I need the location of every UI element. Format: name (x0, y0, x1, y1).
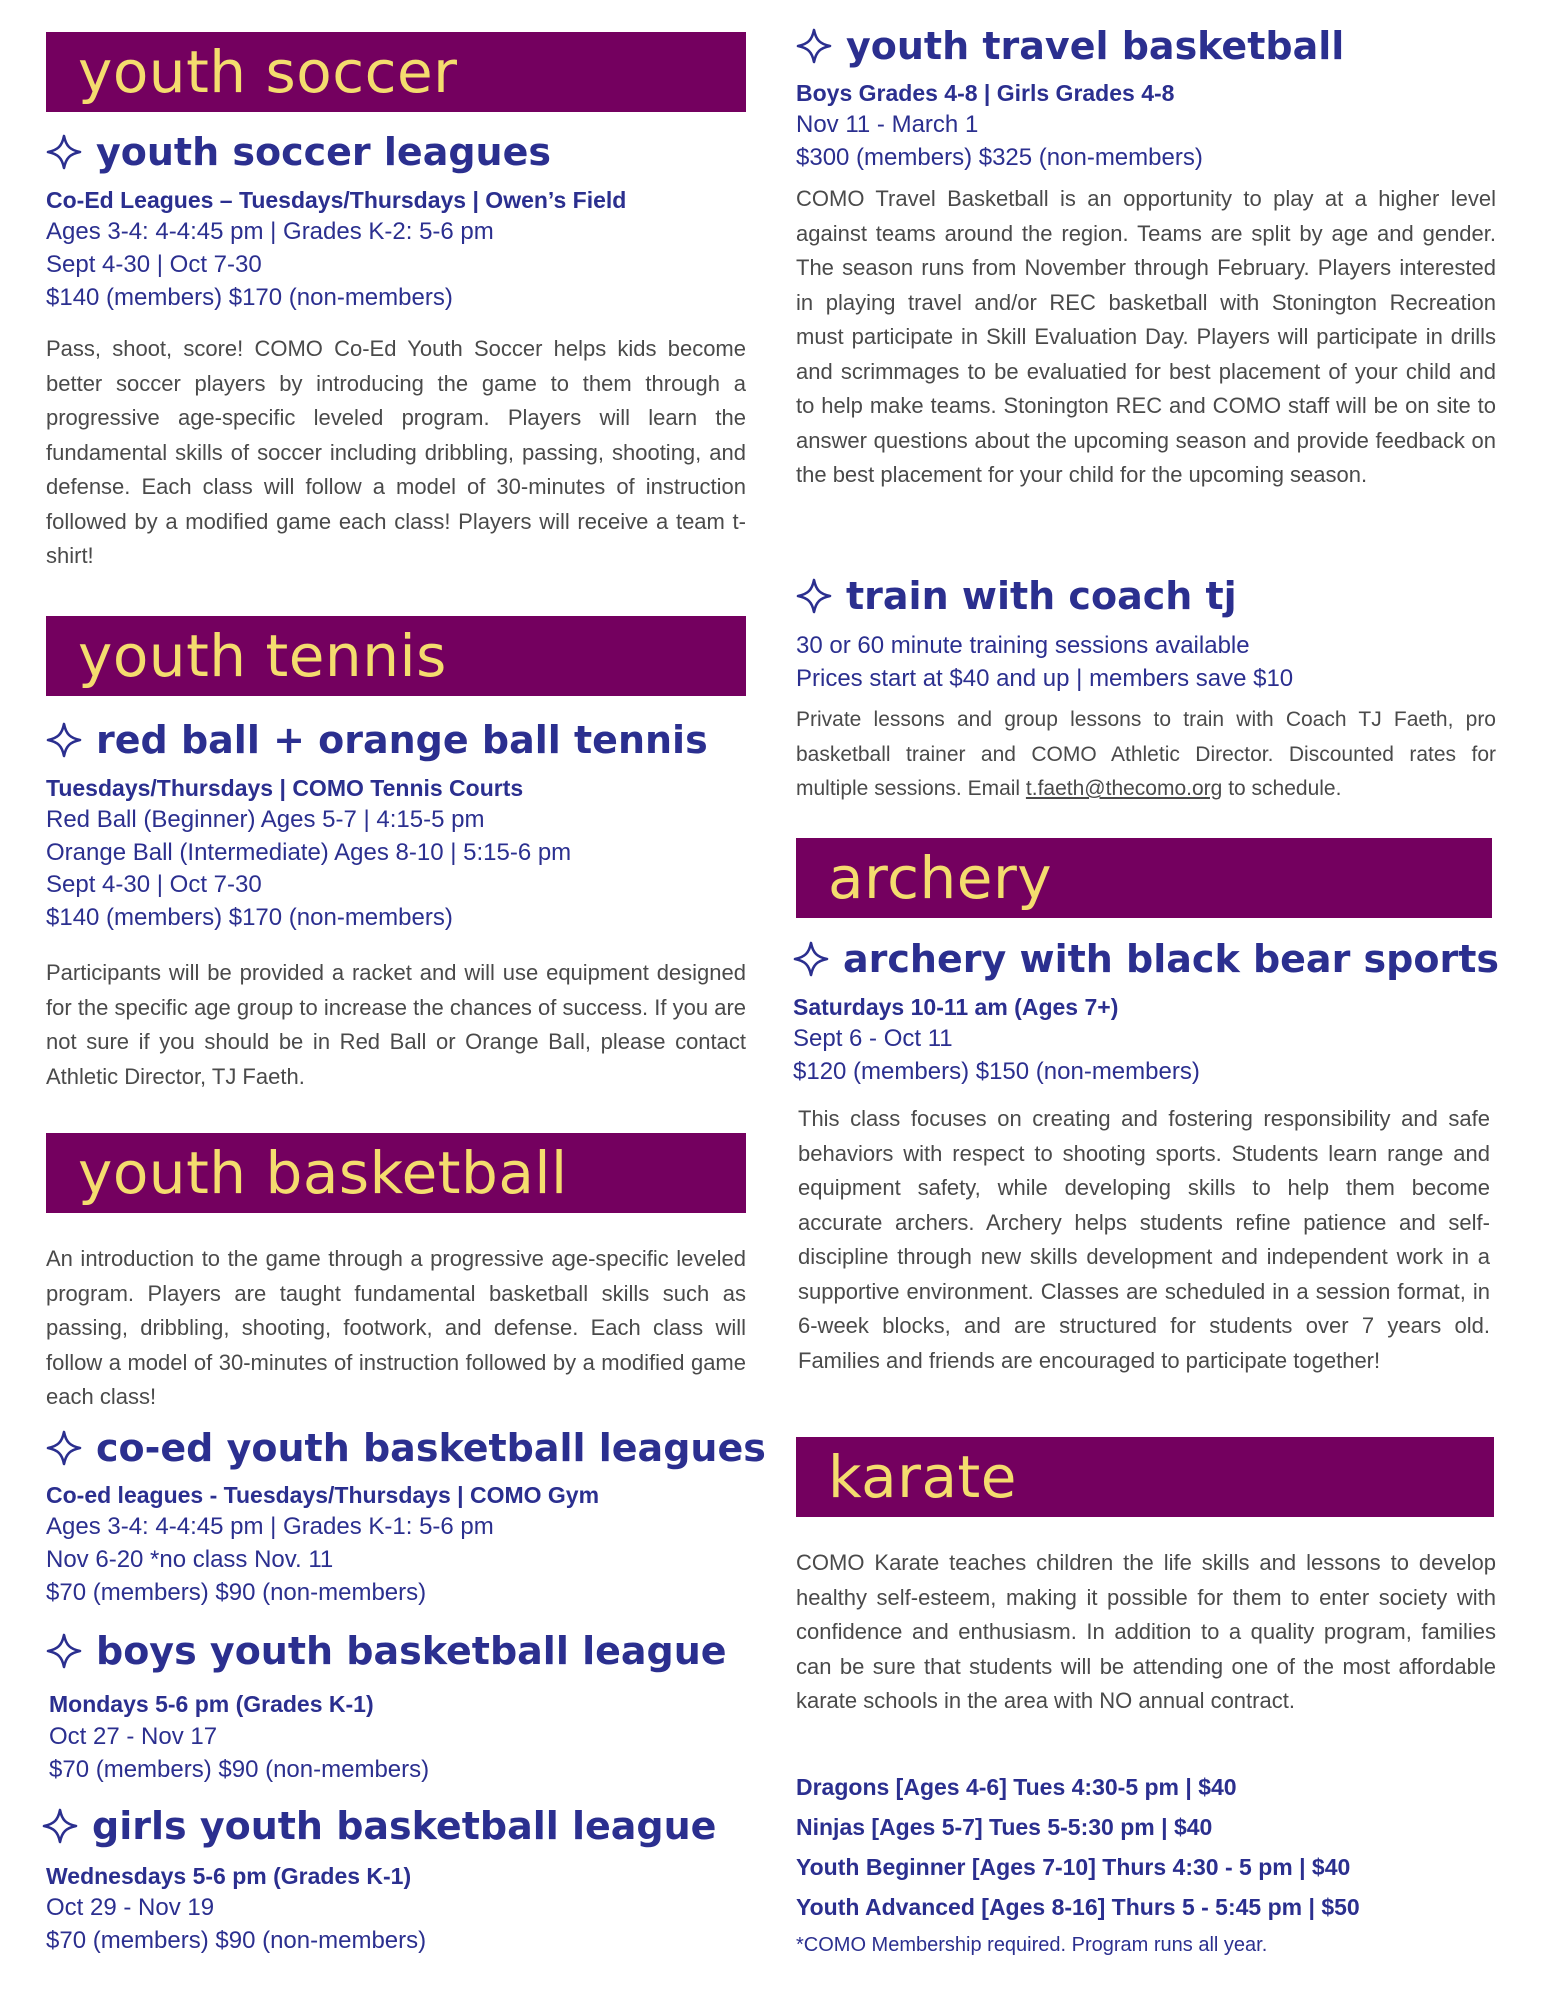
program-schedule: Mondays 5-6 pm (Grades K-1) (49, 1691, 374, 1717)
program-heading-travel-basketball (796, 24, 1344, 68)
program-schedule: Saturdays 10-11 am (Ages 7+) (793, 994, 1119, 1020)
program-description (796, 703, 1496, 807)
program-price: $70 (members) $90 (non-members) (46, 1927, 427, 1954)
section-description: COMO Karate teaches children the life skills and lessons to develop healthy self-esteem, making it possible for them to enter society with confidence and enthusiasm. In addition to a quality program, families can be sure that students will be attending one of the most affordable karate schools in the area with NO annual contract. (796, 1550, 1496, 1713)
program-heading-soccer (46, 130, 551, 174)
program-price: $140 (members) $170 (non-members) (46, 904, 453, 931)
program-heading-text: train with coach tj (846, 574, 1237, 618)
program-heading-text: red ball + orange ball tennis (96, 718, 708, 762)
section-banner-basketball: youth basketball (46, 1133, 746, 1213)
program-dates: Sept 6 - Oct 11 (793, 1025, 953, 1052)
program-heading-tennis (46, 718, 708, 762)
program-dates: Nov 6-20 *no class Nov. 11 (46, 1546, 334, 1573)
program-dates: Sept 4-30 | Oct 7-30 (46, 871, 262, 898)
program-dates: Sept 4-30 | Oct 7-30 (46, 251, 262, 278)
program-detail: Ages 3-4: 4-4:45 pm | Grades K-1: 5-6 pm (46, 1513, 494, 1540)
program-detail: Ages 3-4: 4-4:45 pm | Grades K-2: 5-6 pm (46, 218, 494, 245)
program-description: COMO Travel Basketball is an opportunity to play at a higher level against teams around the region. Teams are split by age and gender. The season runs from November through February. Players interested in playing travel and/or REC basketball with Stonington Recreation must participate in Skill Evaluation Day. Players will participate in drills and scrimmages to be evaluatied for best placement of your child and to help make teams. Stonington REC and COMO staff will be on site to answer questions about the upcoming season and provide feedback on the best placement for your child for the upcoming season. (796, 186, 1496, 487)
program-dates: Oct 27 - Nov 17 (49, 1723, 218, 1750)
section-banner-soccer: youth soccer (46, 32, 746, 112)
karate-class: Youth Beginner [Ages 7-10] Thurs 4:30 - 5 pm | $40 (796, 1854, 1351, 1880)
program-schedule: Co-ed leagues - Tuesdays/Thursdays | COMO Gym (46, 1482, 600, 1508)
sparkle-icon (46, 1633, 82, 1669)
program-heading-coach-tj (796, 574, 1237, 618)
program-description: Participants will be provided a racket and will use equipment designed for the specific age group to increase the chances of success. If you are not sure if you should be in Red Ball or Orange Ball, please contact Athletic Director, TJ Faeth. (46, 960, 746, 1089)
program-description: This class focuses on creating and fostering responsibility and safe behaviors with respect to shooting sports. Students learn range and equipment safety, while developing skills to help them become accurate archers. Archery helps students refine patience and self-discipline through new skills development and independent work in a supportive environment. Classes are scheduled in a session format, in 6-week blocks, and are structured for students over 7 years old. Families and friends are encouraged to participate together! (798, 1106, 1490, 1373)
program-heading-text: boys youth basketball league (96, 1629, 727, 1673)
karate-class: Dragons [Ages 4-6] Tues 4:30-5 pm | $40 (796, 1774, 1237, 1800)
sparkle-icon (793, 941, 829, 977)
description-text: to schedule. (1222, 777, 1342, 800)
program-heading-boys-basketball (46, 1629, 727, 1673)
section-banner-tennis: youth tennis (46, 616, 746, 696)
program-price: $70 (members) $90 (non-members) (49, 1756, 430, 1783)
program-price: $300 (members) $325 (non-members) (796, 144, 1203, 171)
program-heading-text: girls youth basketball league (92, 1804, 717, 1848)
program-schedule: Tuesdays/Thursdays | COMO Tennis Courts (46, 775, 524, 801)
program-price: Prices start at $40 and up | members save $10 (796, 665, 1294, 692)
program-description: Pass, shoot, score! COMO Co-Ed Youth Soccer helps kids become better soccer players by introducing the game to them through a progressive age-specific leveled program. Players will learn the fundamental skills of soccer including dribbling, passing, shooting, and defense. Each class will follow a model of 30-minutes of instruction followed by a modified game each class! Players will receive a team t-shirt! (46, 336, 746, 568)
program-price: $140 (members) $170 (non-members) (46, 284, 453, 311)
program-heading-archery (793, 937, 1499, 981)
program-detail: Red Ball (Beginner) Ages 5-7 | 4:15-5 pm (46, 806, 485, 833)
program-schedule: Co-Ed Leagues – Tuesdays/Thursdays | Owen’s Field (46, 187, 627, 213)
membership-note: *COMO Membership required. Program runs all year. (796, 1934, 1268, 1956)
program-heading-text: youth travel basketball (846, 24, 1345, 68)
section-description: An introduction to the game through a progressive age-specific leveled program. Players are taught fundamental basketball skills such as passing, dribbling, shooting, footwork, and defense. Each class will follow a model of 30-minutes of instruction followed by a modified game each class! (46, 1246, 746, 1409)
program-detail: Orange Ball (Intermediate) Ages 8-10 | 5:15-6 pm (46, 839, 572, 866)
program-schedule: Boys Grades 4-8 | Girls Grades 4-8 (796, 80, 1175, 106)
sparkle-icon (46, 1430, 82, 1466)
sparkle-icon (796, 578, 832, 614)
program-price: $120 (members) $150 (non-members) (793, 1058, 1200, 1085)
section-banner-karate: karate (796, 1437, 1494, 1517)
program-heading-text: archery with black bear sports (843, 937, 1499, 981)
program-schedule: Wednesdays 5-6 pm (Grades K-1) (46, 1863, 412, 1889)
sparkle-icon (46, 134, 82, 170)
sparkle-icon (46, 722, 82, 758)
program-dates: Nov 11 - March 1 (796, 111, 979, 138)
karate-class: Ninjas [Ages 5-7] Tues 5-5:30 pm | $40 (796, 1814, 1213, 1840)
program-heading-coed-basketball (46, 1426, 766, 1470)
sparkle-icon (42, 1808, 78, 1844)
section-banner-archery: archery (796, 838, 1492, 918)
program-price: $70 (members) $90 (non-members) (46, 1579, 427, 1606)
program-detail: 30 or 60 minute training sessions available (796, 632, 1250, 659)
email-link[interactable]: t.faeth@thecomo.org (1025, 777, 1223, 800)
karate-class: Youth Advanced [Ages 8-16] Thurs 5 - 5:45 pm | $50 (796, 1894, 1360, 1920)
program-dates: Oct 29 - Nov 19 (46, 1894, 215, 1921)
program-heading-girls-basketball (42, 1804, 716, 1848)
program-heading-text: co-ed youth basketball leagues (96, 1426, 766, 1470)
program-heading-text: youth soccer leagues (96, 130, 551, 174)
description-text: Private lessons and group lessons to train with Coach TJ Faeth, pro basketball trainer and COMO Athletic Director. Discounted rates for multiple sessions. Email (796, 708, 1496, 800)
sparkle-icon (796, 28, 832, 64)
